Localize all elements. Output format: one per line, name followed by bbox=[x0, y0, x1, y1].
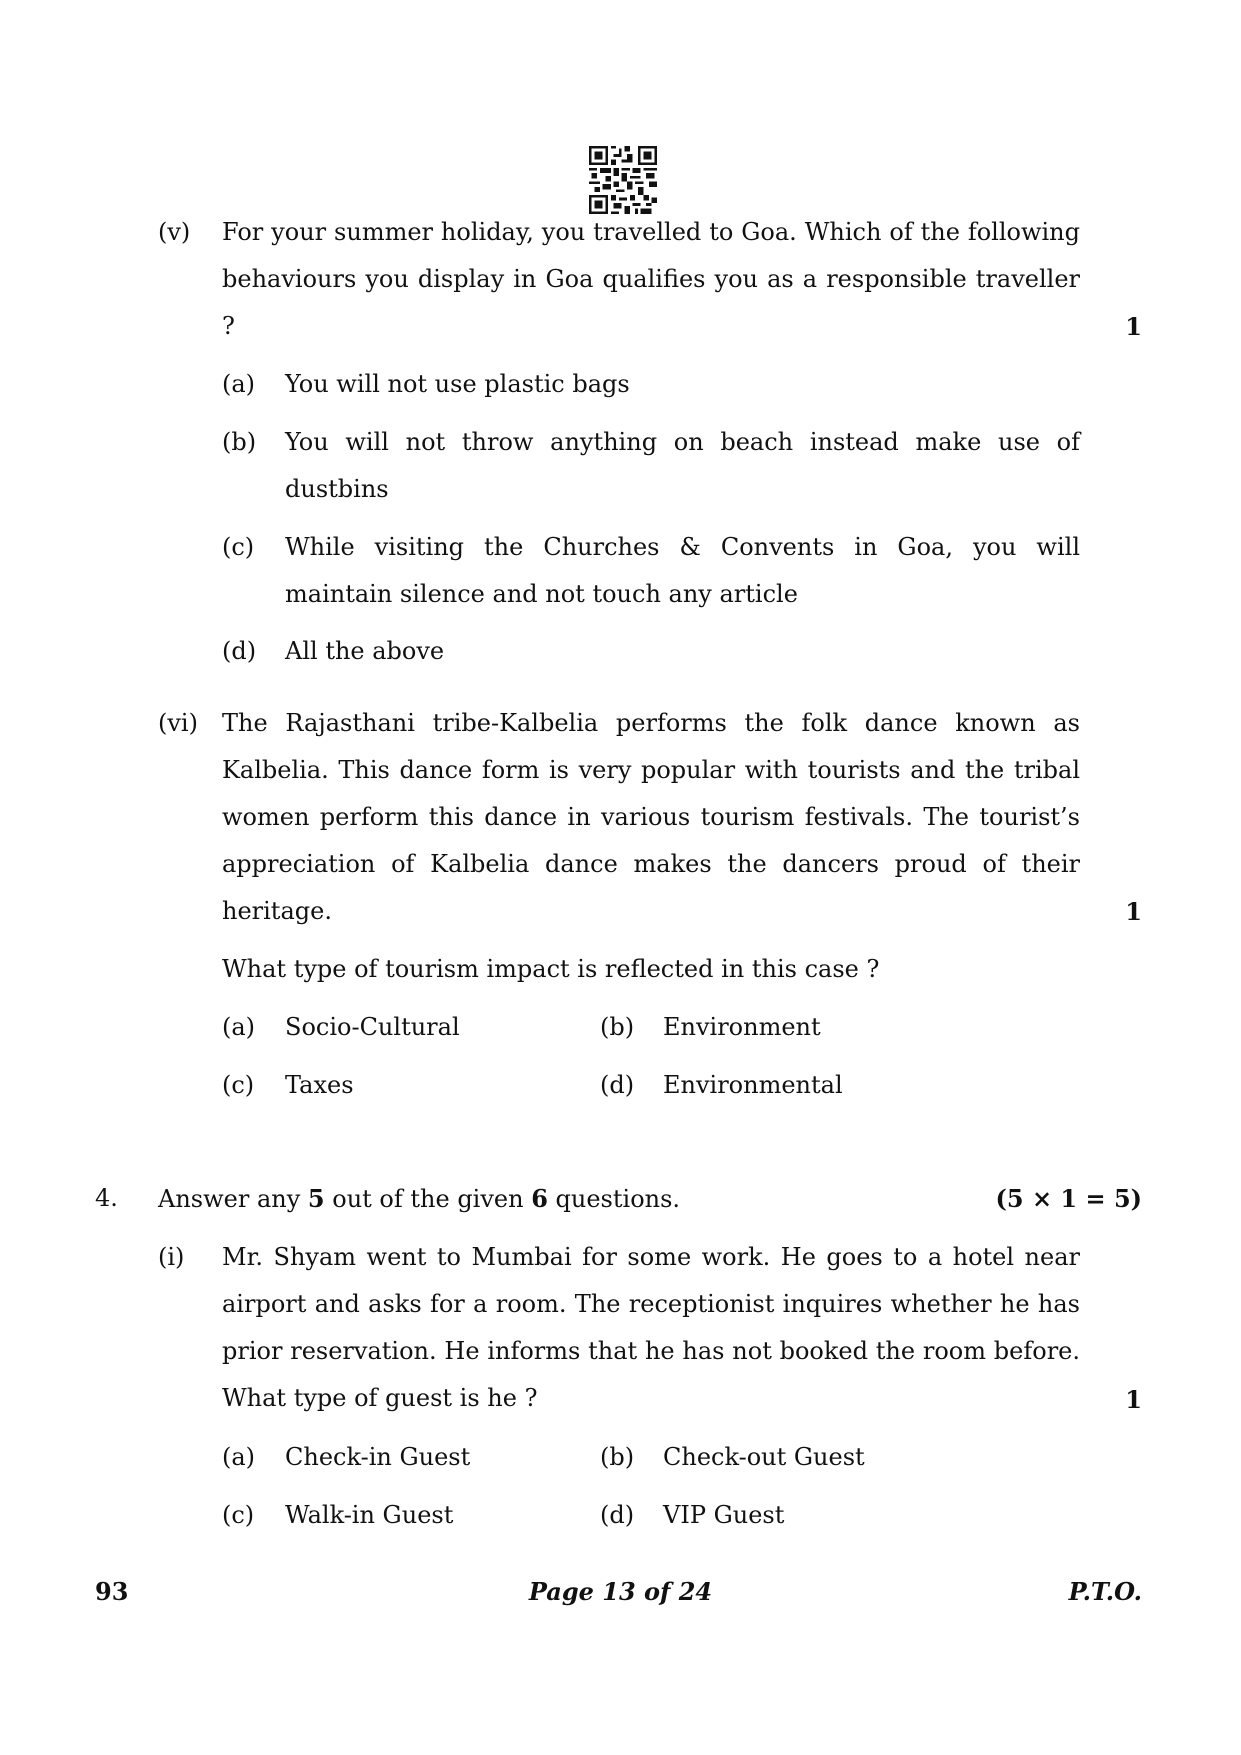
option-text: Environmental bbox=[663, 1071, 843, 1099]
option-text: Walk-in Guest bbox=[285, 1501, 454, 1529]
marks-label: (5 × 1 = 5) bbox=[995, 1184, 1142, 1213]
question-prompt: What type of tourism impact is reflected in this case ? bbox=[222, 955, 880, 983]
option-text: Check-out Guest bbox=[663, 1443, 865, 1471]
question-instruction: Answer any 5 out of the given 6 questions. bbox=[158, 1184, 681, 1213]
question-number: (i) bbox=[158, 1243, 185, 1271]
option-label: (d) bbox=[600, 1501, 635, 1529]
option-label: (a) bbox=[222, 1443, 256, 1471]
option-text: Socio-Cultural bbox=[285, 1013, 460, 1041]
option-label: (a) bbox=[222, 370, 256, 398]
question-text: For your summer holiday, you travelled to Goa. Which of the following behaviours you display in Goa qualifies you as a responsible traveller ? bbox=[222, 218, 1080, 340]
question-number: (v) bbox=[158, 218, 191, 246]
option-text: VIP Guest bbox=[663, 1501, 785, 1529]
option-label: (c) bbox=[222, 1501, 255, 1529]
option-label: (b) bbox=[600, 1443, 635, 1471]
option-label: (c) bbox=[222, 533, 255, 561]
option-text: Taxes bbox=[285, 1071, 354, 1099]
option-label: (a) bbox=[222, 1013, 256, 1041]
option-text: All the above bbox=[285, 637, 445, 665]
question-text: The Rajasthani tribe-Kalbelia performs the folk dance known as Kalbelia. This dance form is very popular with tourists and the tribal women perform this dance in various tourism festivals. The tourist’s appreciation of Kalbelia dance makes the dancers proud of their heritage. bbox=[222, 709, 1080, 925]
option-text: You will not use plastic bags bbox=[285, 370, 630, 398]
marks-label: 1 bbox=[1125, 312, 1142, 341]
option-label: (b) bbox=[600, 1013, 635, 1041]
page-number: Page 13 of 24 bbox=[528, 1577, 713, 1606]
question-text: Mr. Shyam went to Mumbai for some work. He goes to a hotel near airport and asks for a room. The receptionist inquires whether he has prior reservation. He informs that he has not booked the room before. What type of guest is he ? bbox=[222, 1243, 1080, 1412]
question-number: 4. bbox=[95, 1184, 118, 1212]
qr-code-icon bbox=[589, 146, 657, 214]
pto-label: P.T.O. bbox=[1068, 1577, 1142, 1606]
option-text: While visiting the Churches & Convents in Goa, you will maintain silence and not touch any article bbox=[285, 533, 1080, 608]
question-number: (vi) bbox=[158, 709, 198, 737]
option-text: You will not throw anything on beach instead make use of dustbins bbox=[285, 428, 1080, 503]
option-label: (b) bbox=[222, 428, 257, 456]
marks-label: 1 bbox=[1125, 897, 1142, 926]
option-label: (d) bbox=[600, 1071, 635, 1099]
paper-code: 93 bbox=[95, 1577, 129, 1606]
option-label: (d) bbox=[222, 637, 257, 665]
option-label: (c) bbox=[222, 1071, 255, 1099]
option-text: Check-in Guest bbox=[285, 1443, 471, 1471]
option-text: Environment bbox=[663, 1013, 821, 1041]
marks-label: 1 bbox=[1125, 1385, 1142, 1414]
